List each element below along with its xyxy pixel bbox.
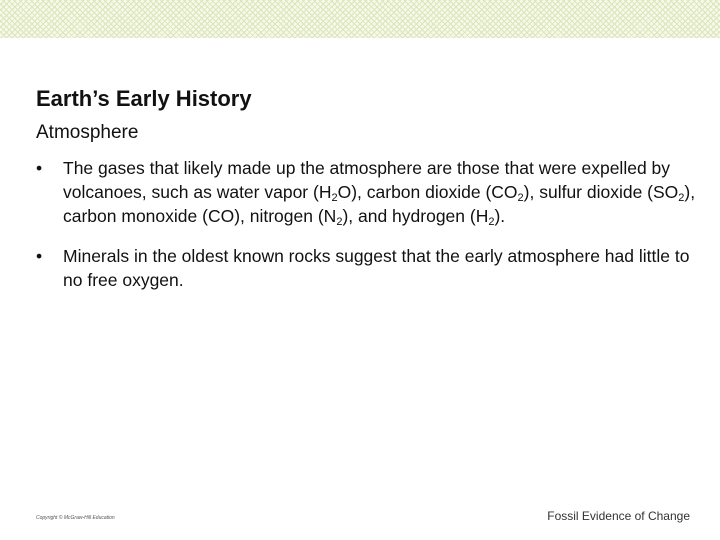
text-run: ). [494,206,506,226]
slide-subtitle: Atmosphere [36,122,139,143]
copyright-notice: Copyright © McGraw-Hill Education [36,515,115,521]
bullet-marker: • [36,246,43,266]
text-run: O), carbon dioxide (CO [337,182,518,202]
subscript: 2 [488,216,495,228]
subscript: 2 [331,192,338,204]
bullet-item-volcanic-gases [36,156,696,228]
text-run: Minerals in the oldest known rocks suggest that the early atmosphere had little to no free oxygen. [63,246,690,290]
bullet-text [63,158,695,226]
slide-title: Earth’s Early History [36,86,252,111]
text-run: ), and hydrogen (H [342,206,489,226]
subscript: 2 [336,216,343,228]
bullet-marker: • [36,158,43,178]
bullet-item-oxygen [36,244,696,292]
subscript: 2 [517,192,524,204]
footer-title: Fossil Evidence of Change [547,509,690,523]
text-run: ), sulfur dioxide (SO [523,182,679,202]
bullet-list [36,156,696,308]
text-run: The gases that likely made up the atmosphere are those that were expelled by volcanoes, such as water vapor (H [63,158,671,202]
bullet-text [63,246,689,290]
subscript: 2 [678,192,685,204]
decorative-top-band [0,0,720,38]
text-run: ), carbon monoxide (CO), nitrogen (N [63,182,696,226]
